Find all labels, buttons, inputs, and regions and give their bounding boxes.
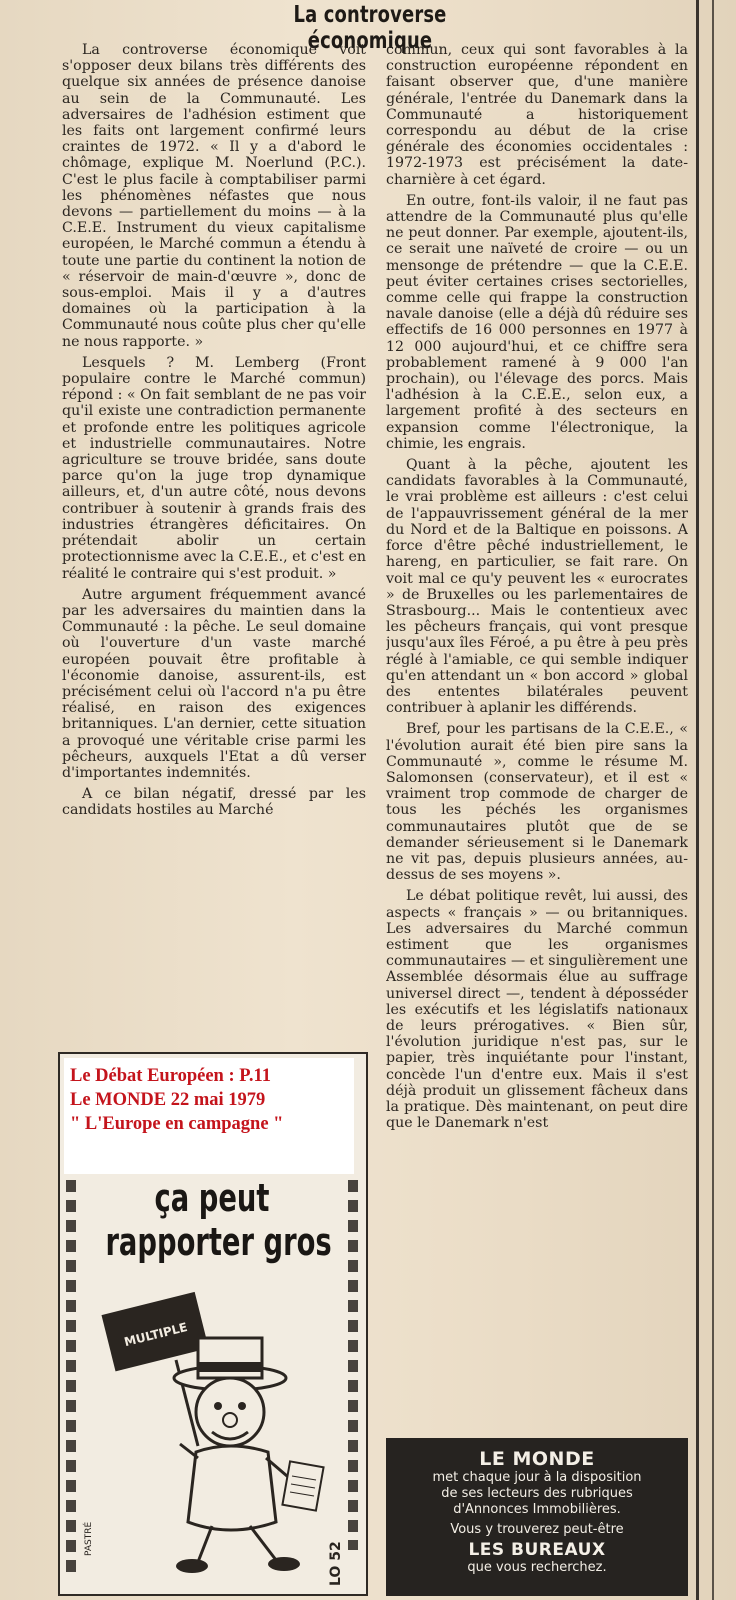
paragraph: En outre, font-ils valoir, il ne faut pas attendre de la Communauté plus qu'elle ne peut donner. Par exemple, ajoutent-ils, ce serait une naïveté de croire — ou un mensonge de prétendre — que la C.E.E. peut éviter certaines crises sectorielles, comme celle qui frappe la construction navale danoise (elle a déjà dû réduire ses effectifs de 16 000 personnes en 1977 à 12 000 aujourd'hui, et ce chiffre sera probablement ramené à 9 000 l'an prochain), ou l'élevage des porcs. Mais l'adhésion à la C.E.E., selon eux, a largement profité à des secteurs en expansion comme l'électronique, la chimie, les engrais. — [386, 192, 688, 452]
ad-line: d'Annonces Immobilières. — [453, 1502, 621, 1517]
paragraph-continued: commun, ceux qui sont favorables à la construction européenne répondent en faisant observer que, d'une manière générale, l'entrée du Danemark dans la Communauté a historiquement correspondu au début de la crise générale des économies occidentales : 1972-1973 est précisément la date-charnière à cet égard. — [386, 42, 688, 188]
paragraph: Bref, pour les partisans de la C.E.E., « l'évolution aurait été bien pire sans la Communauté », comme le résume M. Salomonsen (conservateur), et il est « vraiment trop commode de charger de tous les péchés les organismes communautaires plutôt que de se demander sérieusement si le Danemark ne vit pas, depuis plusieurs années, au-dessus de ses moyens ». — [386, 721, 688, 884]
le-monde-advertisement — [386, 1438, 688, 1596]
mascot-illustration — [80, 1276, 340, 1576]
ad-border-dashes — [66, 1180, 76, 1580]
paragraph: A ce bilan négatif, dressé par les candidats hostiles au Marché — [62, 786, 366, 819]
article-column-right — [386, 42, 688, 1412]
ad-highlight: LES BUREAUX — [468, 1540, 606, 1560]
slogan-line: rapporter gros — [105, 1220, 332, 1264]
slogan-line: ça peut — [154, 1176, 270, 1220]
article-column-left — [62, 42, 366, 1027]
ad-line: que vous recherchez. — [467, 1560, 607, 1575]
ad-border-dashes — [348, 1180, 358, 1550]
ad-line: de ses lecteurs des rubriques — [441, 1486, 633, 1501]
article-headline: La controverse économique — [293, 2, 447, 54]
paragraph: Autre argument fréquemment avancé par les adversaires du maintien dans la Communauté : la pêche. Le seul domaine où l'ouverture d'un vaste marché européen pouvait être profitable à l'économie danoise, assurent-ils, est précisément celui où l'accord n'a pu être réalisé, en raison des exigences britanniques. L'an dernier, cette situation a provoqué une véritable crise parmi les pêcheurs, auxquels l'Etat a dû verser d'importantes indemnités. — [62, 586, 366, 781]
ad-line: met chaque jour à la disposition — [432, 1470, 642, 1485]
ad-brand: LE MONDE — [479, 1448, 595, 1470]
column-rule — [696, 0, 699, 1600]
source-note-line: Le MONDE 22 mai 1979 — [70, 1090, 266, 1110]
column-rule-edge — [712, 0, 714, 1600]
ad-slogan — [105, 1176, 332, 1264]
multiple-card-icon — [102, 1292, 209, 1372]
ad-line: Vous y trouverez peut-être — [450, 1522, 624, 1537]
source-note — [64, 1058, 354, 1174]
paragraph: Quant à la pêche, ajoutent les candidats favorables à la Communauté, le vrai problème est ailleurs : c'est celui de l'appauvrissement général de la mer du Nord et de la Baltique en poissons. A force d'être pêché industriellement, le hareng, en particulier, se fait rare. On voit mal ce qu'y peuvent les « eurocrates » de Bruxelles ou les parlementaires de Strasbourg... Mais le contentieux avec les pêcheurs français, qui vont presque jusqu'aux îles Féroé, a pu être à peu près réglé à l'amiable, ce qui semble indiquer qu'en attendant un « bon accord » global des ententes bilatérales peuvent contribuer à aplanir les différends. — [386, 457, 688, 717]
illustrator-credit: PASTRÉ — [84, 1521, 94, 1556]
source-note-line: " L'Europe en campagne " — [70, 1114, 284, 1134]
ad-code: LO 52 — [328, 1541, 344, 1586]
card-label: MULTIPLE — [122, 1319, 189, 1350]
paragraph: La controverse économique voit s'opposer deux bilans très différents des quelque six années de présence danoise au sein de la Communauté. Les adversaires de l'adhésion estiment que les faits ont largement confirmé leurs craintes de 1972. « Il y a d'abord le chômage, explique M. Noerlund (P.C.). C'est le plus facile à comptabiliser parmi les phénomènes néfastes que nous devons — partiellement du moins — à la C.E.E. Instrument du vieux capitalisme européen, le Marché commun a étendu à toute une partie du continent la notion de « réservoir de main-d'œuvre », donc de sous-emploi. Mais il y a d'autres domaines où la participation à la Communauté nous coûte plus cher qu'elle ne nous rapporte. » — [62, 42, 366, 350]
paragraph: Le débat politique revêt, lui aussi, des aspects « français » — ou britanniques. Les adversaires du Marché commun estiment que les organismes communautaires — et singulièrement une Assemblée désormais élue au suffrage universel direct —, tendent à déposséder les exécutifs et les législatifs nationaux de leurs prérogatives. « Bien sûr, l'évolution juridique n'est pas, sur le papier, très inquiétante pour l'instant, concède l'un d'entre eux. Mais il s'est déjà produit un glissement fâcheux dans la pratique. Dès maintenant, on peut dire que le Danemark n'est — [386, 888, 688, 1132]
paragraph: Lesquels ? M. Lemberg (Front populaire contre le Marché commun) répond : « On fait semblant de ne pas voir qu'il existe une contradiction permanente et profonde entre les politiques agricole et industrielle communautaires. Notre agriculture se trouve bridée, sans doute parce qu'on la juge trop dynamique ailleurs, et, d'un autre côté, nous devons contribuer à soutenir à grands frais des industries étrangères déficitaires. On prétendait abolir un certain protectionnisme avec la C.E.E., et c'est en réalité le contraire qui s'est produit. » — [62, 354, 366, 582]
source-note-line: Le Débat Européen : P.11 — [70, 1066, 271, 1086]
